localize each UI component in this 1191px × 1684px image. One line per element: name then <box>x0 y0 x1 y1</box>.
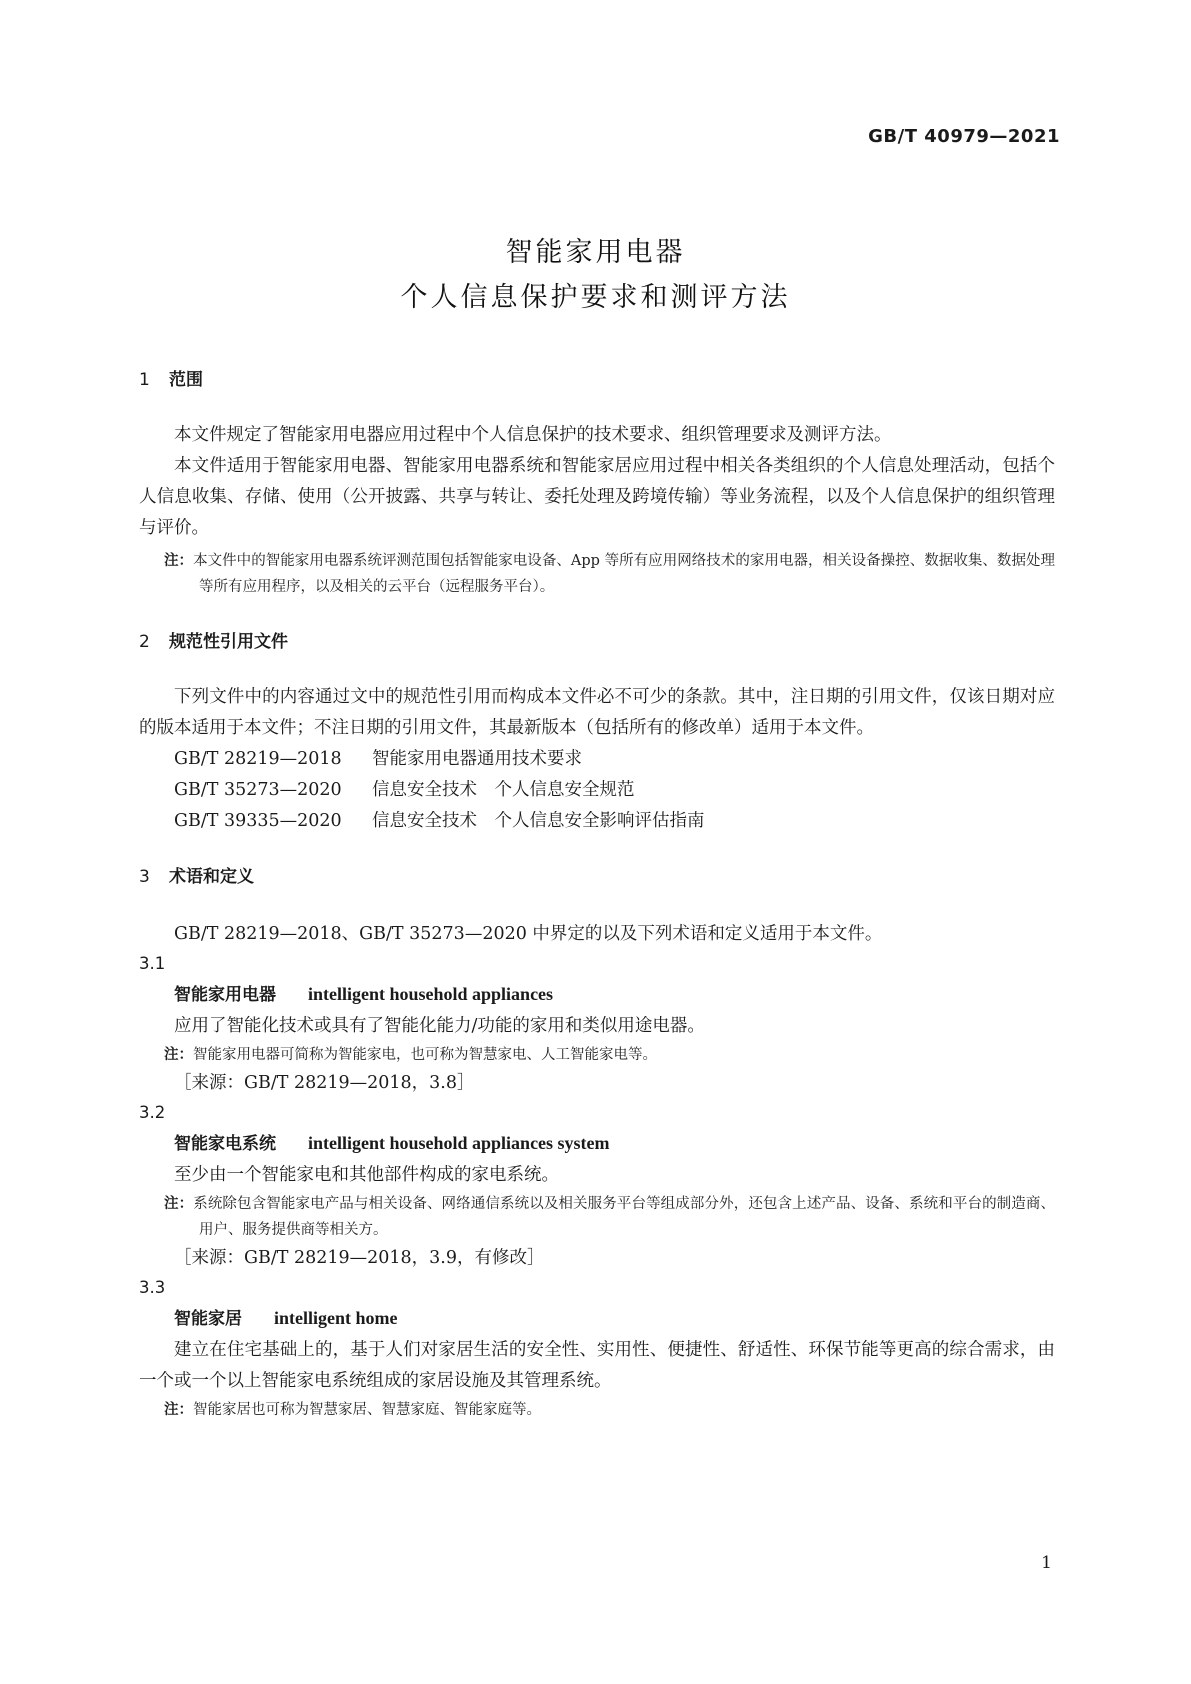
reference-code: GB/T 39335—2020 <box>174 811 342 831</box>
note <box>139 1042 1055 1068</box>
clause-number: 3.1 <box>139 954 166 973</box>
term-source: ［来源：GB/T 28219—2018，3.9，有修改］ <box>174 1248 545 1268</box>
section-title: 范围 <box>169 370 203 390</box>
page-number: 1 <box>1041 1553 1052 1573</box>
term-definition: 应用了智能化技术或具有了智能化能力/功能的家用和类似用途电器。 <box>174 1016 705 1036</box>
note-label: 注： <box>164 1047 193 1063</box>
term-entry <box>139 1302 1055 1335</box>
note-label: 注： <box>164 1402 193 1418</box>
paragraph: 本文件适用于智能家用电器、智能家用电器系统和智能家居应用过程中相关各类组织的个人信息处理活动，包括个人信息收集、存储、使用（公开披露、共享与转让、委托处理及跨境传输）等业务流程，以及个人信息保护的组织管理与评价。 <box>139 456 1055 538</box>
term-entry <box>139 1127 1055 1160</box>
section-title: 规范性引用文件 <box>169 632 288 652</box>
section-heading-scope <box>139 368 1055 392</box>
note-text: 系统除包含智能家电产品与相关设备、网络通信系统以及相关服务平台等组成部分外，还包含上述产品、设备、系统和平台的制造商、用户、服务提供商等相关方。 <box>193 1196 1055 1238</box>
document-body <box>139 368 1055 1423</box>
term-definition: 建立在住宅基础上的，基于人们对家居生活的安全性、实用性、便捷性、舒适性、环保节能等更高的综合需求，由一个或一个以上智能家电系统组成的家居设施及其管理系统。 <box>139 1340 1055 1391</box>
term-entry <box>139 978 1055 1011</box>
note <box>139 548 1055 600</box>
section-number: 1 <box>139 370 150 390</box>
section-title: 术语和定义 <box>169 867 254 887</box>
note-text: 智能家居也可称为智慧家居、智慧家庭、智能家庭等。 <box>193 1402 541 1418</box>
term-zh: 智能家居 <box>174 1309 242 1329</box>
term-zh: 智能家电系统 <box>174 1134 276 1154</box>
paragraph: 本文件规定了智能家用电器应用过程中个人信息保护的技术要求、组织管理要求及测评方法。 <box>174 425 892 445</box>
reference-item <box>139 775 1055 806</box>
term-en: intelligent household appliances <box>308 984 554 1004</box>
reference-title: 信息安全技术 个人信息安全规范 <box>372 780 635 800</box>
clause-number: 3.2 <box>139 1103 166 1122</box>
section-number: 2 <box>139 632 150 652</box>
paragraph: 下列文件中的内容通过文中的规范性引用而构成本文件必不可少的条款。其中，注日期的引用文件，仅该日期对应的版本适用于本文件；不注日期的引用文件，其最新版本（包括所有的修改单）适用于本文件。 <box>139 687 1055 738</box>
reference-item <box>139 744 1055 775</box>
note-text: 智能家用电器可简称为智能家电，也可称为智慧家电、人工智能家电等。 <box>193 1047 657 1063</box>
term-en: intelligent home <box>274 1308 398 1328</box>
term-en: intelligent household appliances system <box>308 1133 610 1153</box>
note <box>139 1191 1055 1243</box>
note-text: 本文件中的智能家用电器系统评测范围包括智能家电设备、App 等所有应用网络技术的家用电器，相关设备操控、数据收集、数据处理等所有应用程序，以及相关的云平台（远程服务平台）。 <box>193 553 1056 595</box>
reference-title: 信息安全技术 个人信息安全影响评估指南 <box>372 811 705 831</box>
reference-title: 智能家用电器通用技术要求 <box>372 749 582 769</box>
paragraph: GB/T 28219—2018、GB/T 35273—2020 中界定的以及下列术语和定义适用于本文件。 <box>174 924 883 944</box>
document-title-line2: 个人信息保护要求和测评方法 <box>400 282 791 313</box>
term-zh: 智能家用电器 <box>174 985 276 1005</box>
clause-number: 3.3 <box>139 1278 166 1297</box>
reference-code: GB/T 35273—2020 <box>174 780 342 800</box>
note <box>139 1397 1055 1423</box>
section-heading-terms-definitions <box>139 865 1055 889</box>
section-number: 3 <box>139 867 150 887</box>
note-label: 注： <box>164 553 194 569</box>
term-source: ［来源：GB/T 28219—2018，3.8］ <box>174 1073 475 1093</box>
section-heading-normative-references <box>139 630 1055 654</box>
term-definition: 至少由一个智能家电和其他部件构成的家电系统。 <box>174 1165 559 1185</box>
note-label: 注： <box>164 1196 194 1212</box>
standard-number: GB/T 40979—2021 <box>868 126 1060 147</box>
document-title-line1: 智能家用电器 <box>505 237 686 268</box>
reference-code: GB/T 28219—2018 <box>174 749 342 769</box>
reference-item <box>139 806 1055 837</box>
